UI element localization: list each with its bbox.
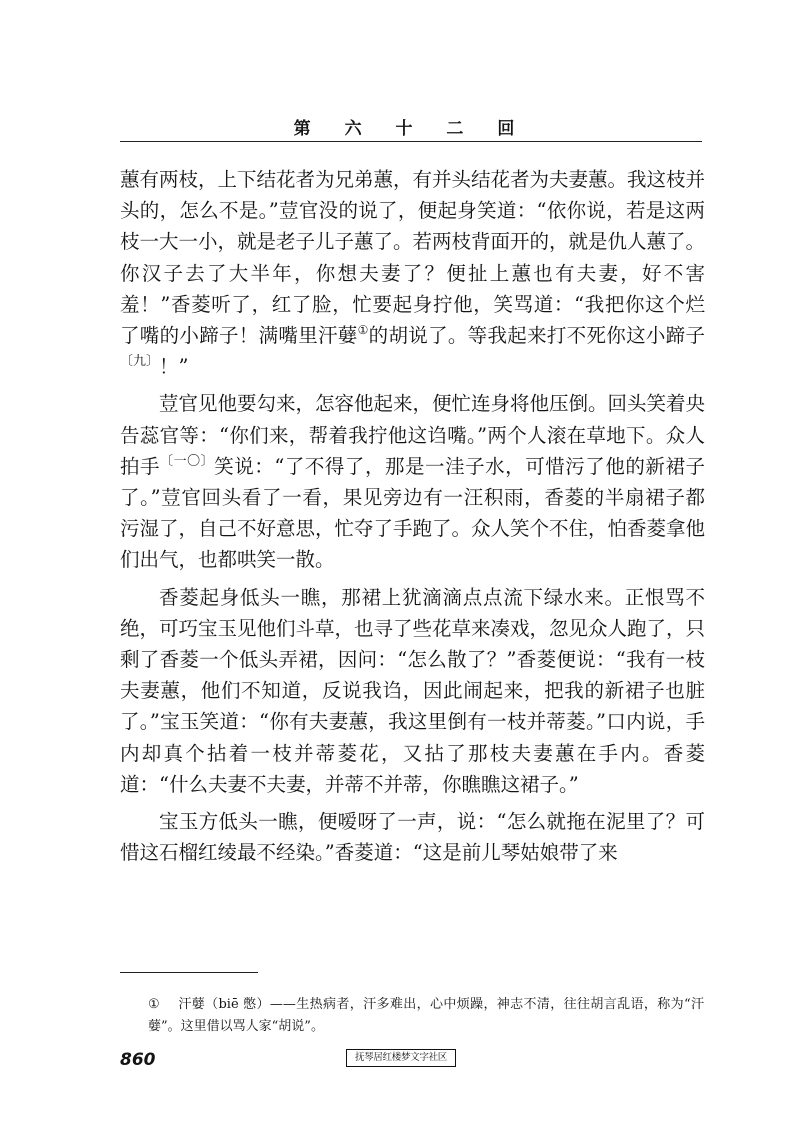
footnote-rule [120,972,258,973]
paragraph-1 [120,164,705,382]
footnote [148,994,704,1038]
paragraph-3: 香菱起身低头一瞧，那裙上犹滴滴点点流下绿水来。正恨骂不绝，可巧宝玉见他们斗草，也寻了些花草来凑戏，忽见众人跑了，只剩了香菱一个低头弄裙，因问：“怎么散了？”香菱便说：“我有一枝夫妻蕙，他们不知道，反说我诌，因此闹起来，把我的新裙子也脏了。”宝玉笑道：“你有夫妻蕙，我这里倒有一枝并蒂菱。”口内说，手内却真个拈着一枝并蒂菱花，又拈了那枝夫妻蕙在手内。香菱道：“什么夫妻不夫妻，并蒂不并蒂，你瞧瞧这裙子。” [120,585,706,796]
header-rule [120,141,702,142]
footnote-reference: ① [357,323,369,338]
paragraph-4: 宝玉方低头一瞧，便嗳呀了一声，说：“怎么就拖在泥里了？可惜这石榴红绫最不经染。”香菱道：“这是前儿琴姑娘带了来 [120,810,705,865]
footnote-text: 汗㜸（biē 憋）——生热病者，汗多难出，心中烦躁，神志不清，往往胡言乱语，称为“汗㜸”。这里借以骂人家“胡说”。 [148,997,704,1034]
endnote-reference-10: 〔一〇〕 [160,453,215,469]
chapter-running-head: 第 六 十 二 回 [293,119,529,139]
footnote-number: ① [148,997,160,1012]
page-number: 860 [120,1050,156,1070]
paragraph-2-text-b: 笑说：“了不得了，那是一洼子水，可惜污了他的新裙子了。”荳官回头看了一看，果见旁边有一汪积雨，香菱的半扇裙子都污湿了，自己不好意思，忙夺了手跑了。众人笑个不住，怕香菱拿他们出气，也都哄笑一散。 [120,454,706,572]
endnote-reference-9: 〔九〕 [120,354,160,370]
body-text [120,164,705,868]
paragraph-1-text-a: 蕙有两枝，上下结花者为兄弟蕙，有并头结花者为夫妻蕙。我这枝并头的，怎么不是。”荳官没的说了，便起身笑道：“依你说，若是这两枝一大一小，就是老子儿子蕙了。若两枝背面开的，就是仇人蕙了。你汉子去了大半年，你想夫妻了？便扯上蕙也有夫妻，好不害羞！”香菱听了，红了脸，忙要起身拧他，笑骂道：“我把你这个烂了嘴的小蹄子！满嘴里汗㜸 [120,168,706,348]
paragraph-2-text-a: 荳官见他要勾来，怎容他起来，便忙连身将他压倒。回头笑着央告蕊官等：“你们来，帮着我拧他这诌嘴。”两个人滚在草地下。众人拍手 [120,392,706,478]
paragraph-2 [120,388,705,575]
paragraph-1-text-c: ！” [159,355,189,379]
paragraph-1-text-b: 的胡说了。等我起来打不死你这小蹄子 [368,324,705,348]
watermark-stamp: 抚琴居红楼梦文字社区 [346,1049,456,1067]
